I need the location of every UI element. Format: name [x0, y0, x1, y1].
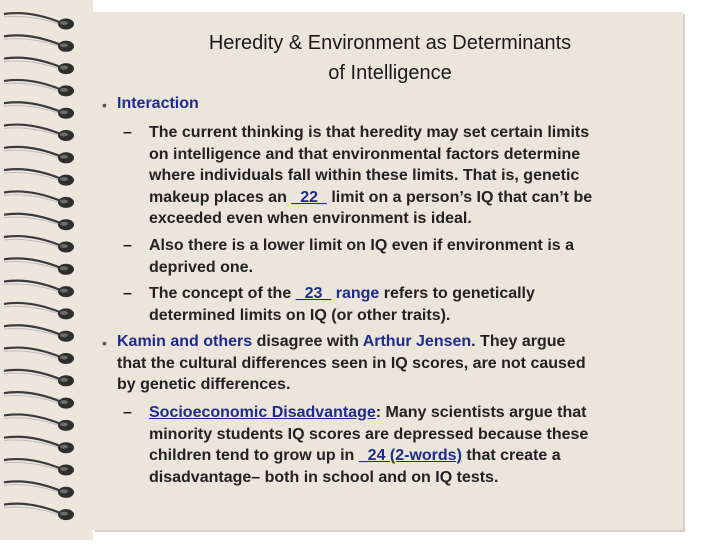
sub1-line1: The current thinking is that heredity may set certain limits [149, 124, 590, 141]
binding-ring [4, 348, 74, 364]
socioeconomic-term: Socioeconomic Disadvantage [149, 404, 376, 421]
title-line-1: Heredity & Environment as Determinants [208, 32, 572, 54]
binding-ring [4, 437, 74, 453]
bullet2-mid: disagree with [252, 333, 363, 350]
bullet-dot: • [102, 335, 107, 351]
binding-ring [4, 191, 74, 207]
dash-marker: – [123, 404, 132, 421]
bullet2-post: . They argue [471, 333, 566, 350]
binding-ring [4, 504, 74, 520]
sub-lower-limit [123, 235, 669, 278]
sub1-line4-post: limit on a person’s IQ that can’t be [326, 188, 593, 206]
binding-ring [4, 58, 74, 74]
blank-23: _23_ [295, 285, 332, 302]
sub4-line1 [149, 402, 669, 424]
sub1-line4 [149, 187, 669, 209]
binding-ring [4, 169, 74, 185]
binding-ring [4, 281, 74, 297]
sub4-line2: minority students IQ scores are depressed because these [149, 425, 589, 443]
jensen-name: Arthur Jensen [362, 333, 472, 350]
binding-ring [4, 214, 74, 230]
sub3-line1-post: refers to genetically [379, 285, 535, 302]
blank-22: _22_ [291, 188, 327, 206]
binding-ring [4, 303, 74, 319]
sub4-line3-pre: children tend to grow up in [149, 447, 359, 464]
bullet-kamin [102, 331, 672, 396]
bullet2-line2: that the cultural differences seen in IQ scores, are not caused [117, 354, 586, 372]
sub4-line3-post: that create a [461, 447, 561, 464]
slide-title [100, 28, 680, 88]
spiral-binding [0, 0, 93, 540]
sub4-line4: disadvantage– both in school and on IQ tests. [149, 468, 499, 486]
sub-current-thinking [123, 122, 669, 230]
sub3-line2: determined limits on IQ (or other traits). [149, 306, 451, 324]
sub1-line3: where individuals fall within these limits. That is, genetic [149, 167, 580, 184]
sub1-line5: exceeded even when environment is ideal. [149, 210, 472, 227]
bullet-dot: • [102, 97, 107, 113]
dash-marker: – [123, 237, 132, 254]
bullet-kamin-text [117, 331, 672, 396]
dash-marker: – [123, 285, 132, 302]
sub1-line4-pre: makeup places an [149, 188, 292, 206]
binding-ring [4, 147, 74, 163]
binding-ring [4, 258, 74, 274]
sub1-line2: on intelligence and that environmental factors determine [149, 145, 581, 163]
spiral-rings [0, 0, 93, 540]
binding-ring [4, 370, 74, 386]
binding-ring [4, 481, 74, 497]
blank-24: _24 (2-words) [358, 447, 462, 464]
bullet2-line1 [117, 331, 672, 353]
sub-range-concept [123, 283, 669, 326]
binding-ring [4, 102, 74, 118]
title-line-2: of Intelligence [328, 62, 452, 84]
range-term: range [331, 285, 380, 302]
bullet2-line3: by genetic differences. [117, 376, 291, 393]
binding-ring [4, 459, 74, 475]
binding-ring [4, 13, 74, 29]
kamin-name: Kamin and others [117, 333, 253, 350]
binding-ring [4, 236, 74, 252]
binding-ring [4, 414, 74, 430]
sub4-line1-post: : Many scientists argue that [375, 404, 587, 421]
binding-ring [4, 35, 74, 51]
sub2-line1: Also there is a lower limit on IQ even if environment is a [149, 237, 574, 254]
sub-socioeconomic [123, 402, 669, 488]
binding-ring [4, 125, 74, 141]
sub2-line2: deprived one. [149, 258, 254, 276]
binding-ring [4, 80, 74, 96]
sub3-line1 [149, 283, 669, 305]
bullet-interaction-label: Interaction [117, 95, 199, 112]
binding-ring [4, 325, 74, 341]
sub4-line3 [149, 445, 669, 467]
sub3-line1-pre: The concept of the [149, 285, 296, 302]
binding-ring [4, 392, 74, 408]
dash-marker: – [123, 124, 132, 141]
